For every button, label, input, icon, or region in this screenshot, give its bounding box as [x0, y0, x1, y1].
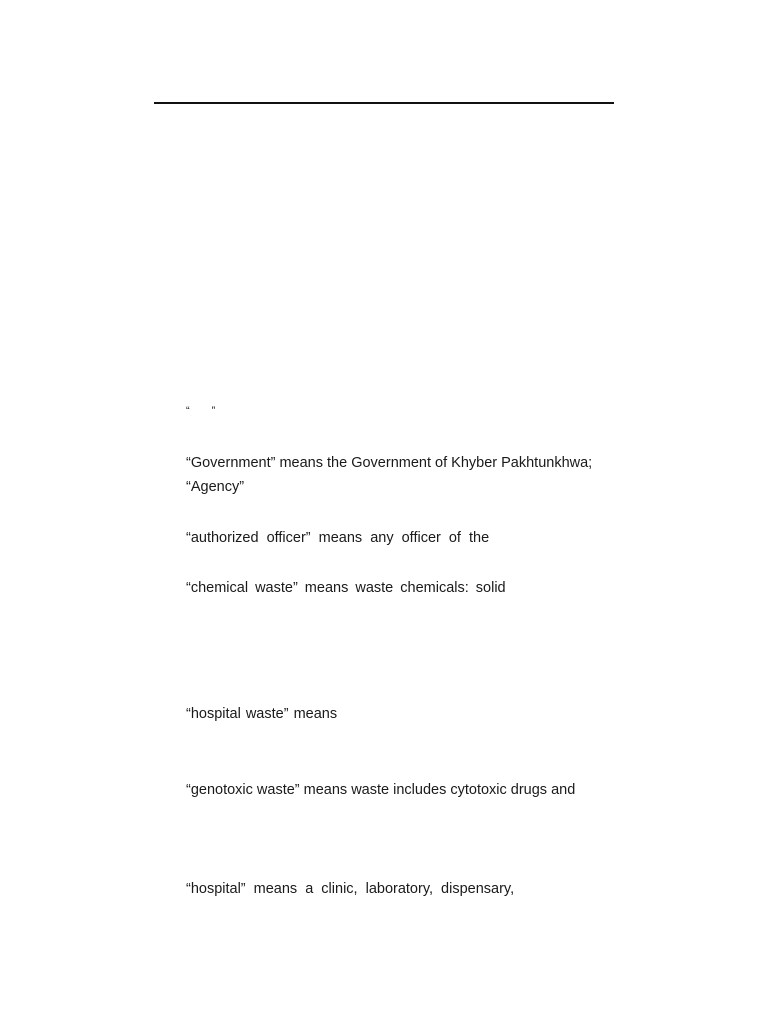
- definition-government: “Government” means the Government of Khyber Pakhtunkhwa;: [186, 455, 593, 471]
- open-quote: “: [186, 405, 190, 417]
- definition-authorized-officer: “authorized officer” means any officer of the: [186, 530, 490, 546]
- definition-hospital: “hospital” means a clinic, laboratory, dispensary,: [186, 881, 515, 897]
- definition-genotoxic-waste: “genotoxic waste” means waste includes cytotoxic drugs and: [186, 782, 576, 798]
- top-horizontal-rule: [154, 102, 614, 104]
- close-quote: ”: [211, 405, 216, 417]
- definition-chemical-waste: “chemical waste” means waste chemicals: solid: [186, 580, 506, 596]
- definition-agency: “Agency”: [186, 479, 245, 495]
- definition-hospital-waste: “hospital waste” means: [186, 706, 338, 722]
- empty-quoted-term: [186, 402, 215, 420]
